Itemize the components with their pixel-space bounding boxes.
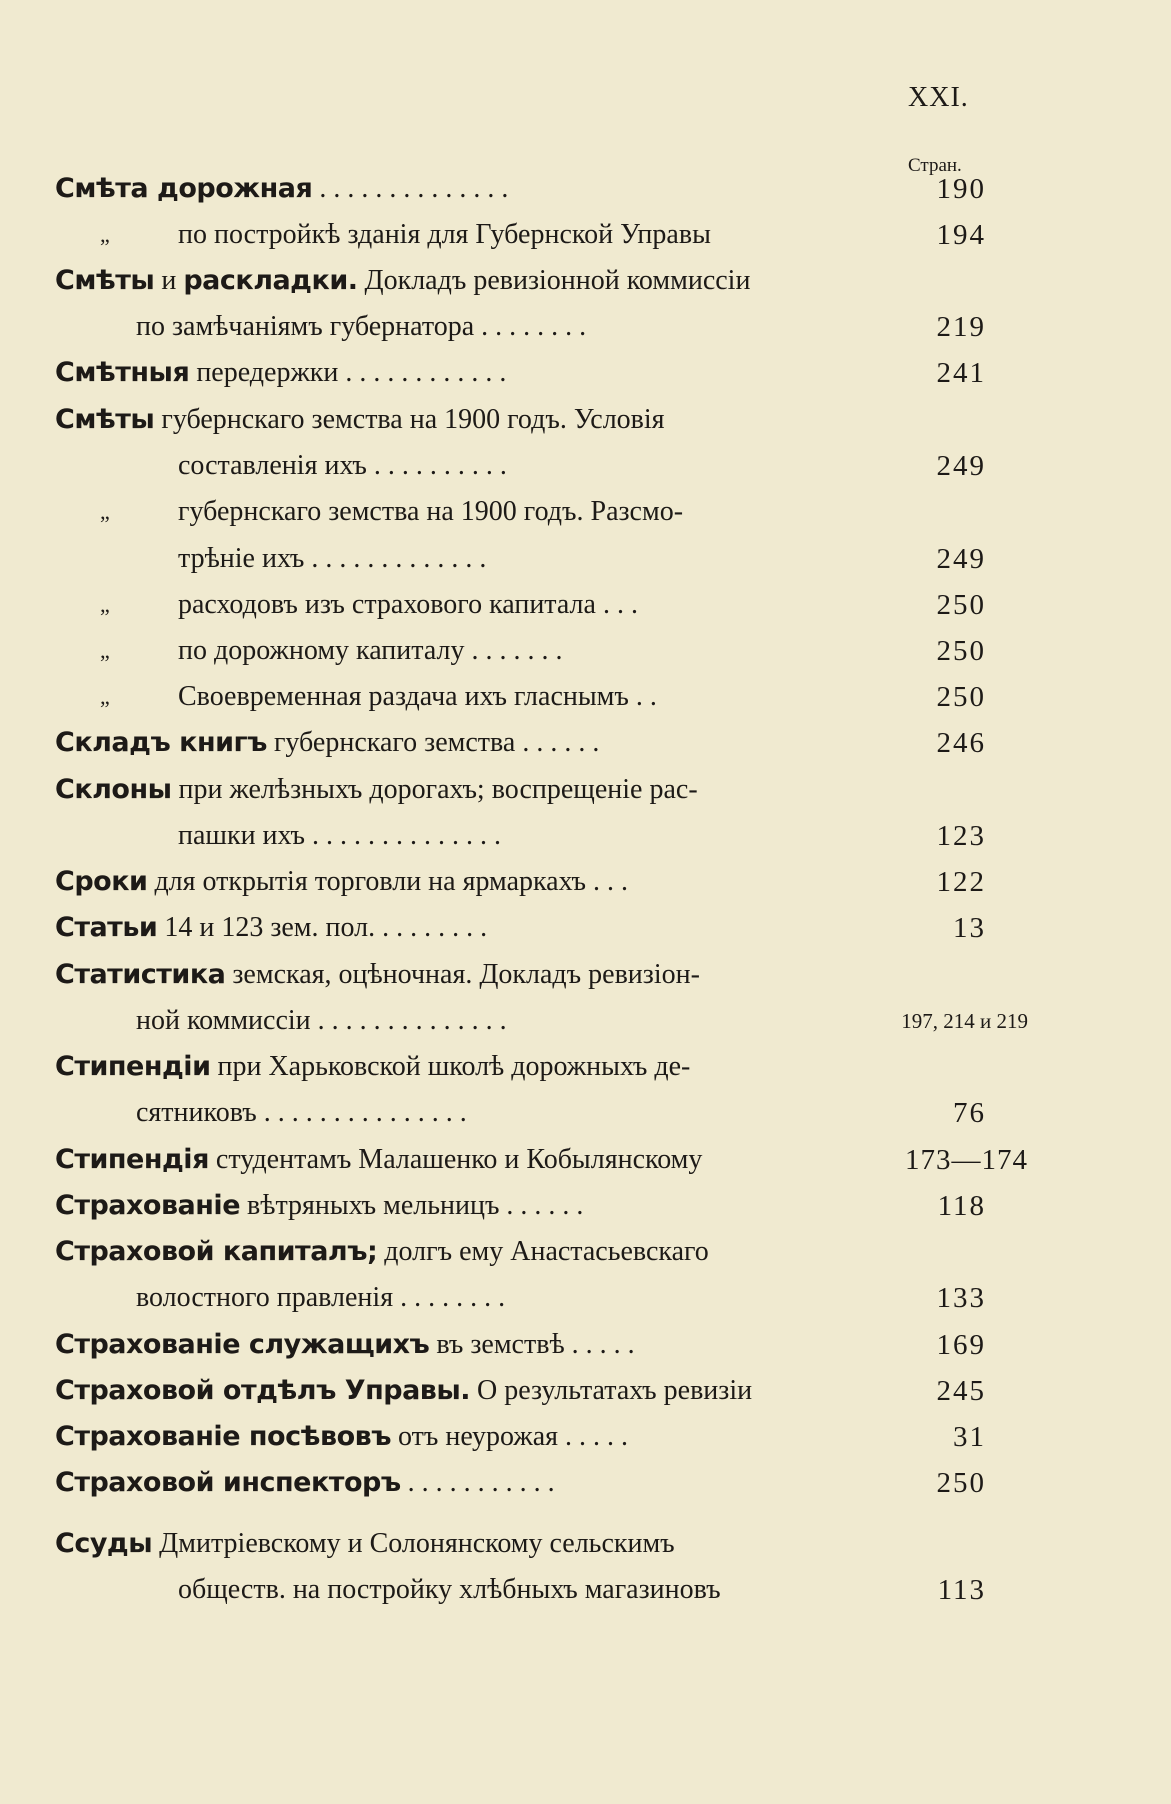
page-reference: 76 bbox=[953, 1097, 986, 1129]
index-description: отъ неурожая . . . . . bbox=[391, 1421, 629, 1452]
index-line bbox=[55, 1524, 1040, 1564]
index-line bbox=[55, 169, 1040, 209]
index-line-text bbox=[178, 635, 562, 666]
index-line bbox=[55, 1232, 1040, 1272]
index-line-text bbox=[55, 866, 628, 897]
index-line-text bbox=[55, 959, 700, 990]
index-line bbox=[178, 1570, 1040, 1610]
index-line-text bbox=[178, 589, 638, 620]
index-line bbox=[55, 1463, 1040, 1503]
page-reference: 123 bbox=[936, 820, 986, 852]
page-reference: 122 bbox=[936, 866, 986, 898]
index-line bbox=[55, 1371, 1040, 1411]
index-line bbox=[55, 1186, 1040, 1226]
index-description: О результатахъ ревизіи bbox=[470, 1375, 753, 1406]
index-line-text bbox=[55, 1190, 583, 1221]
index-line bbox=[136, 1001, 1040, 1041]
page-reference: 241 bbox=[936, 357, 986, 389]
index-line bbox=[55, 1140, 1040, 1180]
index-term: раскладки. bbox=[183, 265, 358, 296]
index-description: сятниковъ . . . . . . . . . . . . . . . bbox=[136, 1097, 467, 1128]
index-line-text bbox=[136, 1282, 505, 1313]
index-line-text bbox=[178, 496, 683, 527]
index-term: Складъ книгъ bbox=[55, 727, 267, 758]
page-reference: 245 bbox=[936, 1375, 986, 1407]
index-description: для открытія торговли на ярмаркахъ . . . bbox=[147, 866, 629, 897]
index-term: Статьи bbox=[55, 912, 158, 943]
index-line bbox=[55, 400, 1040, 440]
index-line-text bbox=[55, 357, 506, 388]
index-line bbox=[55, 862, 1040, 902]
index-description: 14 и 123 зем. пол. . . . . . . . . bbox=[157, 912, 488, 943]
page-reference: 250 bbox=[936, 589, 986, 621]
index-line-text bbox=[178, 681, 657, 712]
index-description: Дмитріевскому и Солонянскому сельскимъ bbox=[152, 1528, 675, 1559]
index-description: по замѣчаніямъ губернатора . . . . . . . . bbox=[136, 311, 587, 342]
index-line bbox=[55, 261, 1040, 301]
index-line bbox=[100, 631, 1040, 671]
index-description: при желѣзныхъ дорогахъ; воспрещеніе рас- bbox=[171, 774, 698, 805]
page-reference: 194 bbox=[936, 219, 986, 251]
index-description: губернскаго земства на 1900 годъ. Разсмо- bbox=[178, 496, 684, 527]
index-line-text bbox=[55, 1329, 635, 1360]
index-line bbox=[55, 1417, 1040, 1457]
index-line-text bbox=[55, 912, 487, 943]
index-description: волостного правленія . . . . . . . . bbox=[136, 1282, 506, 1313]
index-description: ной коммиссіи . . . . . . . . . . . . . . bbox=[136, 1005, 507, 1036]
page-reference: 250 bbox=[936, 635, 986, 667]
page-reference: 197, 214 и 219 bbox=[901, 1009, 1028, 1033]
index-term: Страховой отдѣлъ Управы. bbox=[55, 1375, 471, 1406]
index-description: расходовъ изъ страхового капитала . . . bbox=[178, 589, 638, 620]
index-line-text bbox=[55, 1528, 675, 1559]
index-line bbox=[100, 585, 1040, 625]
index-line bbox=[55, 955, 1040, 995]
index-line-text bbox=[55, 727, 599, 758]
index-term: Стипендія bbox=[55, 1144, 209, 1175]
index-line bbox=[55, 1047, 1040, 1087]
page-reference: 219 bbox=[936, 311, 986, 343]
index-description: губернскаго земства . . . . . . bbox=[266, 727, 600, 758]
page-reference: 173—174 bbox=[905, 1144, 1028, 1176]
page-reference: 250 bbox=[936, 681, 986, 713]
index-line bbox=[178, 816, 1040, 856]
index-description: передержки . . . . . . . . . . . . bbox=[189, 357, 507, 388]
index-line-text bbox=[55, 1467, 555, 1498]
index-term: Страховой инспекторъ bbox=[55, 1467, 401, 1498]
ditto-mark: „ bbox=[100, 499, 110, 524]
page-reference: 249 bbox=[936, 450, 986, 482]
index-line-text bbox=[178, 1574, 721, 1605]
index-description: и bbox=[154, 265, 184, 296]
index-term: Смѣта дорожная bbox=[55, 173, 313, 204]
index-description: долгъ ему Анастасьевскаго bbox=[377, 1236, 709, 1267]
index-line-text bbox=[55, 173, 508, 204]
index-description: губернскаго земства на 1900 годъ. Условія bbox=[154, 404, 665, 435]
index-term: Сроки bbox=[55, 866, 148, 897]
index-line bbox=[55, 908, 1040, 948]
index-line-text bbox=[55, 404, 665, 435]
index-line-text bbox=[178, 543, 486, 574]
index-description: Докладъ ревизіонной коммиссіи bbox=[357, 265, 751, 296]
index-description: при Харьковской школѣ дорожныхъ де- bbox=[210, 1051, 691, 1082]
index-line bbox=[178, 539, 1040, 579]
index-line bbox=[100, 215, 1040, 255]
page-reference: 250 bbox=[936, 1467, 986, 1499]
index-term: Страхованіе bbox=[55, 1190, 241, 1221]
index-line-text bbox=[55, 1421, 628, 1452]
index-term: Смѣты bbox=[55, 265, 155, 296]
index-description: земская, оцѣночная. Докладъ ревизіон- bbox=[225, 959, 700, 990]
index-term: Стипендіи bbox=[55, 1051, 211, 1082]
index-line bbox=[100, 492, 1040, 532]
index-line bbox=[178, 446, 1040, 486]
page-reference: 13 bbox=[953, 912, 986, 944]
index-line bbox=[136, 1278, 1040, 1318]
index-line bbox=[100, 677, 1040, 717]
index-line-text bbox=[55, 265, 750, 296]
page-reference: 31 bbox=[953, 1421, 986, 1453]
index-description: . . . . . . . . . . . . . . bbox=[312, 173, 509, 204]
index-term: Смѣты bbox=[55, 404, 155, 435]
index-line bbox=[55, 770, 1040, 810]
index-term: Страхованіе посѣвовъ bbox=[55, 1421, 391, 1452]
index-line-text bbox=[55, 1051, 690, 1082]
index-line bbox=[136, 1093, 1040, 1133]
page-reference: 246 bbox=[936, 727, 986, 759]
index-line-text bbox=[136, 1005, 507, 1036]
index-term: Статистика bbox=[55, 959, 226, 990]
index-description: . . . . . . . . . . . bbox=[400, 1467, 555, 1498]
index-line-text bbox=[136, 1097, 467, 1128]
index-line-text bbox=[55, 1375, 752, 1406]
index-line-text bbox=[178, 219, 711, 250]
page-reference: 190 bbox=[936, 173, 986, 205]
index-line bbox=[55, 1325, 1040, 1365]
page-reference: 113 bbox=[937, 1574, 986, 1606]
index-term: Страхованіе служащихъ bbox=[55, 1329, 430, 1360]
index-description: обществ. на постройку хлѣбныхъ магазиновъ bbox=[178, 1574, 721, 1605]
index-description: вѣтряныхъ мельницъ . . . . . . bbox=[240, 1190, 584, 1221]
index-line bbox=[55, 353, 1040, 393]
page-reference: 133 bbox=[936, 1282, 986, 1314]
index-description: студентамъ Малашенко и Кобылянскому bbox=[208, 1144, 703, 1175]
index-description: пашки ихъ . . . . . . . . . . . . . . bbox=[178, 820, 501, 851]
index-term: Ссуды bbox=[55, 1528, 153, 1559]
index-line bbox=[55, 723, 1040, 763]
page-column-label: Стран. bbox=[908, 155, 962, 176]
index-description: трѣніе ихъ . . . . . . . . . . . . . bbox=[178, 543, 487, 574]
index-term: Смѣтныя bbox=[55, 357, 190, 388]
index-line-text bbox=[178, 820, 501, 851]
index-line-text bbox=[136, 311, 586, 342]
index-term: Склоны bbox=[55, 774, 172, 805]
index-line-text bbox=[55, 1236, 709, 1267]
index-description: составленія ихъ . . . . . . . . . . bbox=[178, 450, 507, 481]
index-description: по дорожному капиталу . . . . . . . bbox=[178, 635, 563, 666]
ditto-mark: „ bbox=[100, 222, 110, 247]
index-term: Страховой капиталъ; bbox=[55, 1236, 378, 1267]
ditto-mark: „ bbox=[100, 638, 110, 663]
index-description: по постройкѣ зданія для Губернской Управы bbox=[178, 219, 711, 250]
ditto-mark: „ bbox=[100, 684, 110, 709]
page-number: XXI. bbox=[908, 82, 969, 113]
index-line-text bbox=[55, 774, 698, 805]
index-description: Своевременная раздача ихъ гласнымъ . . bbox=[178, 681, 657, 712]
ditto-mark: „ bbox=[100, 592, 110, 617]
page-reference: 249 bbox=[936, 543, 986, 575]
index-line bbox=[136, 307, 1040, 347]
index-line-text bbox=[55, 1144, 702, 1175]
page-reference: 118 bbox=[937, 1190, 986, 1222]
index-description: въ земствѣ . . . . . bbox=[429, 1329, 635, 1360]
page-reference: 169 bbox=[936, 1329, 986, 1361]
index-line-text bbox=[178, 450, 507, 481]
